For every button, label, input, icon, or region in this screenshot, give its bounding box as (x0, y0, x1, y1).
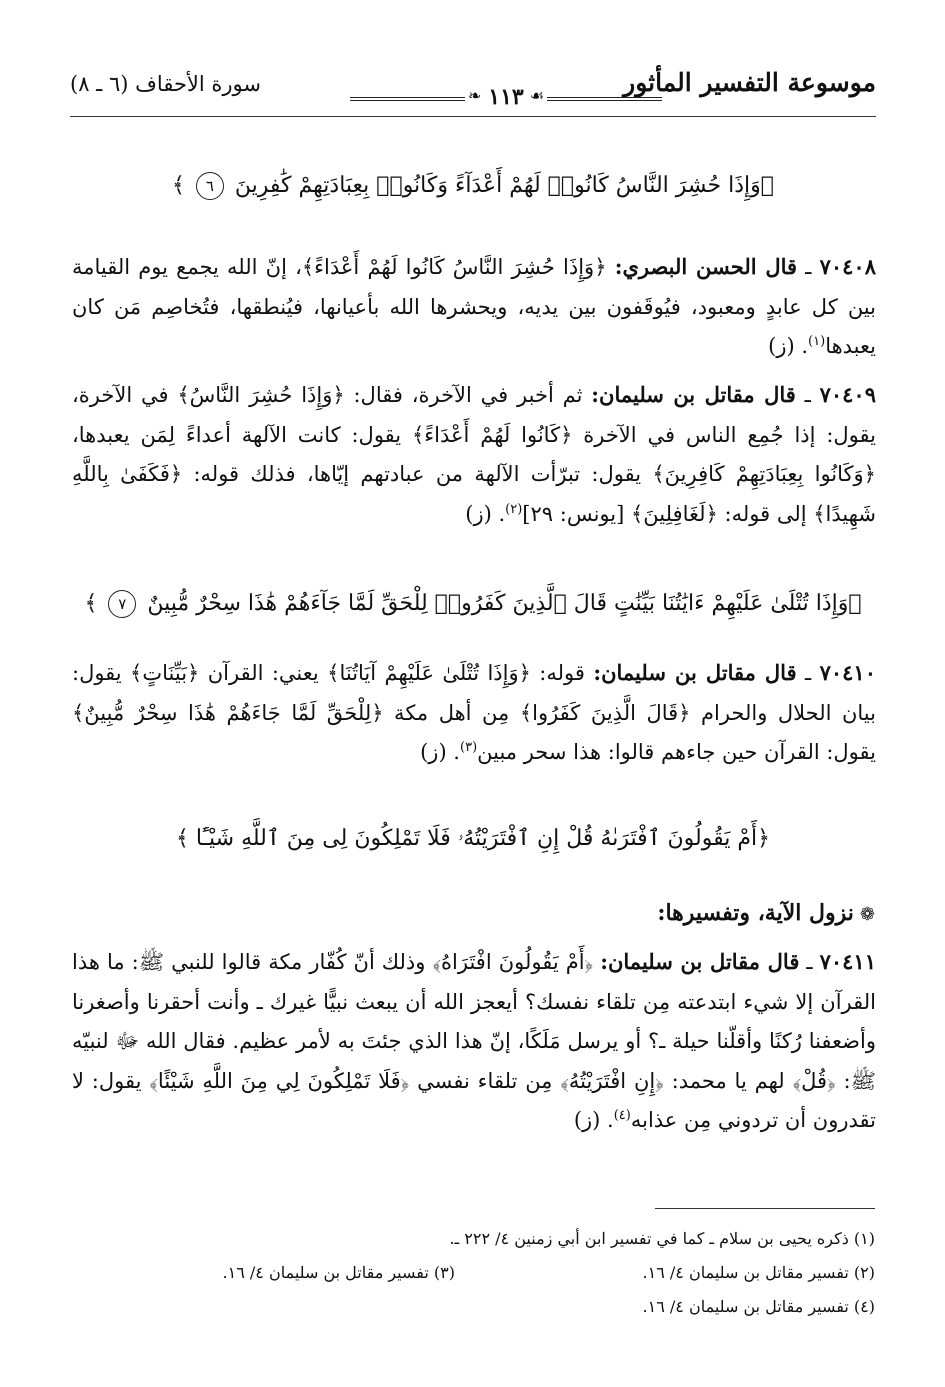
footnote-2: (٢) تفسير مقاتل بن سليمان ٤/ ١٦. (642, 1263, 875, 1282)
narration-tail: . (ز) (465, 501, 506, 526)
verse-close: ﴾ (172, 173, 185, 198)
footnote-3: (٣) تفسير مقاتل بن سليمان ٤/ ١٦. (222, 1263, 455, 1282)
section-heading (275, 900, 875, 926)
footnote-ref: (١) (808, 334, 826, 349)
tafsir-paragraph: ٧٠٤١١ ـ قال مقاتل بن سليمان: ﴿أَمْ يَقُولُونَ افْتَرَاهُ﴾ وذلك أنّ كُفّار مكة قالوا للنبي ﷺ: ما هذا القرآن إلا شيء ابتدعته مِن تلقاء نفسك؟ أيعجز الله أن يبعث نبيًّا غيرك ـ وأنت أحقرنا وأصغرنا وأضعفنا رُكنًا وأقلّنا حيلة ـ؟ أو يرسل مَلَكًا، إنّ هذا الذي جئتَ به لأمر عظيم. فقال الله ﷻ لنبيّه ﷺ: ﴿قُلْ﴾ لهم يا محمد: ﴿إِنِ افْتَرَيْتُهُ﴾ مِن تلقاء نفسي ﴿فَلَا تَمْلِكُونَ لِي مِنَ اللَّهِ شَيْئًا﴾ يقول: لا تقدرون أن تردوني مِن عذابه$^{(٤)}$. (ز) (72, 949, 876, 1132)
footnote-line (69, 1290, 875, 1324)
verse-text: ﴿وَإِذَا تُتْلَىٰ عَلَيْهِمْ ءَايَٰتُنَا بَيِّنَٰتٍ قَالَ ٱلَّذِينَ كَفَرُوا۟ لِلْحَقِّ لَمَّا جَآءَهُمْ هَٰذَا سِحْرٌ مُّبِينٌ (147, 591, 862, 616)
narration-body: ﴿أَمْ يَقُولُونَ افْتَرَاهُ﴾ وذلك أنّ كُفّار مكة قالوا للنبي ﷺ: ما هذا القرآن إلا شيء ابتدعته مِن تلقاء نفسك؟ أيعجز الله أن يبعث نبيًّا غيرك ـ وأنت أحقرنا وأصغرنا وأضعفنا رُكنًا وأقلّنا حيلة ـ؟ أو يرسل مَلَكًا، إنّ هذا الذي جئتَ به لأمر عظيم. فقال الله ﷻ لنبيّه ﷺ: ﴿قُلْ﴾ لهم يا محمد: ﴿إِنِ افْتَرَيْتُهُ﴾ مِن تلقاء نفسي ﴿فَلَا تَمْلِكُونَ لِي مِنَ اللَّهِ شَيْئًا﴾ يقول: لا تقدرون أن تردوني مِن عذابه (72, 950, 876, 1132)
verse-number: ٦ (196, 172, 224, 200)
footnote-1: (١) ذكره يحيى بن سلام ـ كما في تفسير ابن أبي زمنين ٤/ ٢٢٢ ـ. (449, 1229, 875, 1248)
narration-body: قوله: ﴿وَإِذَا تُتْلَىٰ عَلَيْهِمْ آيَاتُنَا﴾ يعني: القرآن ﴿بَيِّنَاتٍ﴾ يقول: بيان الحلال والحرام ﴿قَالَ الَّذِينَ كَفَرُوا﴾ مِن أهل مكة ﴿لِلْحَقِّ لَمَّا جَاءَهُمْ هَٰذَا سِحْرٌ مُّبِينٌ﴾ يقول: القرآن حين جاءهم قالوا: هذا سحر مبين (72, 661, 876, 764)
quran-verse (70, 590, 876, 618)
page-number: ١١٣ (488, 84, 524, 110)
footnote-4: (٤) تفسير مقاتل بن سليمان ٤/ ١٦. (642, 1297, 875, 1316)
flower-ornament-icon: ❁ (859, 904, 875, 925)
verse-number: ٧ (108, 590, 136, 618)
footnote-divider (655, 1208, 875, 1209)
footnotes (69, 1222, 875, 1324)
narration-tail: . (ز) (573, 1108, 614, 1132)
surah-title: سورة الأحقاف (٦ ـ ٨) (70, 72, 261, 96)
narration-body: ﴿وَإِذَا حُشِرَ النَّاسُ كَانُوا لَهُمْ أَعْدَاءً﴾، إنّ الله يجمع يوم القيامة بين كل عابدٍ ومعبود، فيُوقَفون بين يديه، ويحشرها الله بأعيانها، فيُنطقها، فتُخاصِم مَن كان يعبدها (72, 255, 876, 358)
header-rule-left (350, 97, 465, 101)
book-title: موسوعة التفسير المأثور (623, 68, 876, 97)
narrator: قال مقاتل بن سليمان: (593, 660, 797, 685)
narration-tail: . (ز) (420, 740, 460, 764)
narration-number: ٧٠٤١٠ (819, 660, 876, 685)
section-heading-text: نزول الآية، وتفسيرها: (657, 900, 854, 926)
header-rule-right (547, 97, 662, 101)
quran-verse (70, 172, 876, 200)
quran-verse (70, 826, 876, 851)
verse-close: ﴾ (176, 826, 189, 851)
ornament-left-icon: ❧ (468, 86, 482, 105)
narrator: قال مقاتل بن سليمان: (591, 382, 796, 407)
footnote-line (69, 1222, 875, 1256)
tafsir-paragraph: ٧٠٤٠٩ ـ قال مقاتل بن سليمان: ثم أخبر في الآخرة، فقال: ﴿وَإِذَا حُشِرَ النَّاسُ﴾ في الآخرة، يقول: إذا جُمِع الناس في الآخرة ﴿كَانُوا لَهُمْ أَعْدَاءً﴾ يقول: كانت الآلهة أعداءً لِمَن يعبدها، ﴿وَكَانُوا بِعِبَادَتِهِمْ كَافِرِينَ﴾ يقول: تبرّأت الآلهة من عبادتهم إيّاها، فذلك قوله: ﴿فَكَفَىٰ بِاللَّهِ شَهِيدًا﴾ إلى قوله: ﴿لَغَافِلِينَ﴾ [يونس: ٢٩]$^{(٢)}$. (ز) (72, 382, 877, 526)
narrator: قال مقاتل بن سليمان: (600, 949, 800, 974)
tafsir-paragraph: ٧٠٤٠٨ ـ قال الحسن البصري: ﴿وَإِذَا حُشِرَ النَّاسُ كَانُوا لَهُمْ أَعْدَاءً﴾، إنّ الله يجمع يوم القيامة بين كل عابدٍ ومعبود، فيُوقَفون بين يديه، ويحشرها الله بأعيانها، فيُنطقها، فتُخاصِم مَن كان يعبدها$^{(١)}$. (ز) (72, 254, 876, 358)
footnote-ref: (٢) (505, 501, 523, 517)
footnote-line (69, 1256, 875, 1290)
ornament-right-icon: ☙ (529, 86, 544, 105)
footnote-ref: (٤) (613, 1108, 631, 1123)
footnote-ref: (٣) (460, 740, 478, 755)
narration-tail: . (ز) (768, 334, 809, 358)
verse-text: ﴿وَإِذَا حُشِرَ النَّاسُ كَانُوا۟ لَهُمْ أَعْدَآءً وَكَانُوا۟ بِعِبَادَتِهِمْ كَٰفِرِينَ (234, 173, 774, 198)
narration-number: ٧٠٤١١ (819, 949, 876, 974)
verse-text: ﴿أَمْ يَقُولُونَ ٱفْتَرَىٰهُ قُلْ إِنِ ٱفْتَرَيْتُهُۥ فَلَا تَمْلِكُونَ لِى مِنَ ٱللَّهِ شَيْـًٔا (195, 826, 770, 851)
verse-close: ﴾ (84, 591, 98, 616)
narration-body: ثم أخبر في الآخرة، فقال: ﴿وَإِذَا حُشِرَ النَّاسُ﴾ في الآخرة، يقول: إذا جُمِع الناس في الآخرة ﴿كَانُوا لَهُمْ أَعْدَاءً﴾ يقول: كانت الآلهة أعداءً لِمَن يعبدها، ﴿وَكَانُوا بِعِبَادَتِهِمْ كَافِرِينَ﴾ يقول: تبرّأت الآلهة من عبادتهم إيّاها، فذلك قوله: ﴿فَكَفَىٰ بِاللَّهِ شَهِيدًا﴾ إلى قوله: ﴿لَغَافِلِينَ﴾ [يونس: ٢٩] (72, 383, 877, 526)
narration-number: ٧٠٤٠٨ (819, 254, 876, 279)
page-header (70, 68, 876, 120)
header-divider (70, 116, 876, 117)
narration-number: ٧٠٤٠٩ (819, 382, 876, 407)
tafsir-paragraph: ٧٠٤١٠ ـ قال مقاتل بن سليمان: قوله: ﴿وَإِذَا تُتْلَىٰ عَلَيْهِمْ آيَاتُنَا﴾ يعني: القرآن ﴿بَيِّنَاتٍ﴾ يقول: بيان الحلال والحرام ﴿قَالَ الَّذِينَ كَفَرُوا﴾ مِن أهل مكة ﴿لِلْحَقِّ لَمَّا جَاءَهُمْ هَٰذَا سِحْرٌ مُّبِينٌ﴾ يقول: القرآن حين جاءهم قالوا: هذا سحر مبين$^{(٣)}$. (ز) (72, 660, 876, 764)
narrator: قال الحسن البصري: (614, 254, 798, 279)
page-number-box (350, 84, 662, 114)
